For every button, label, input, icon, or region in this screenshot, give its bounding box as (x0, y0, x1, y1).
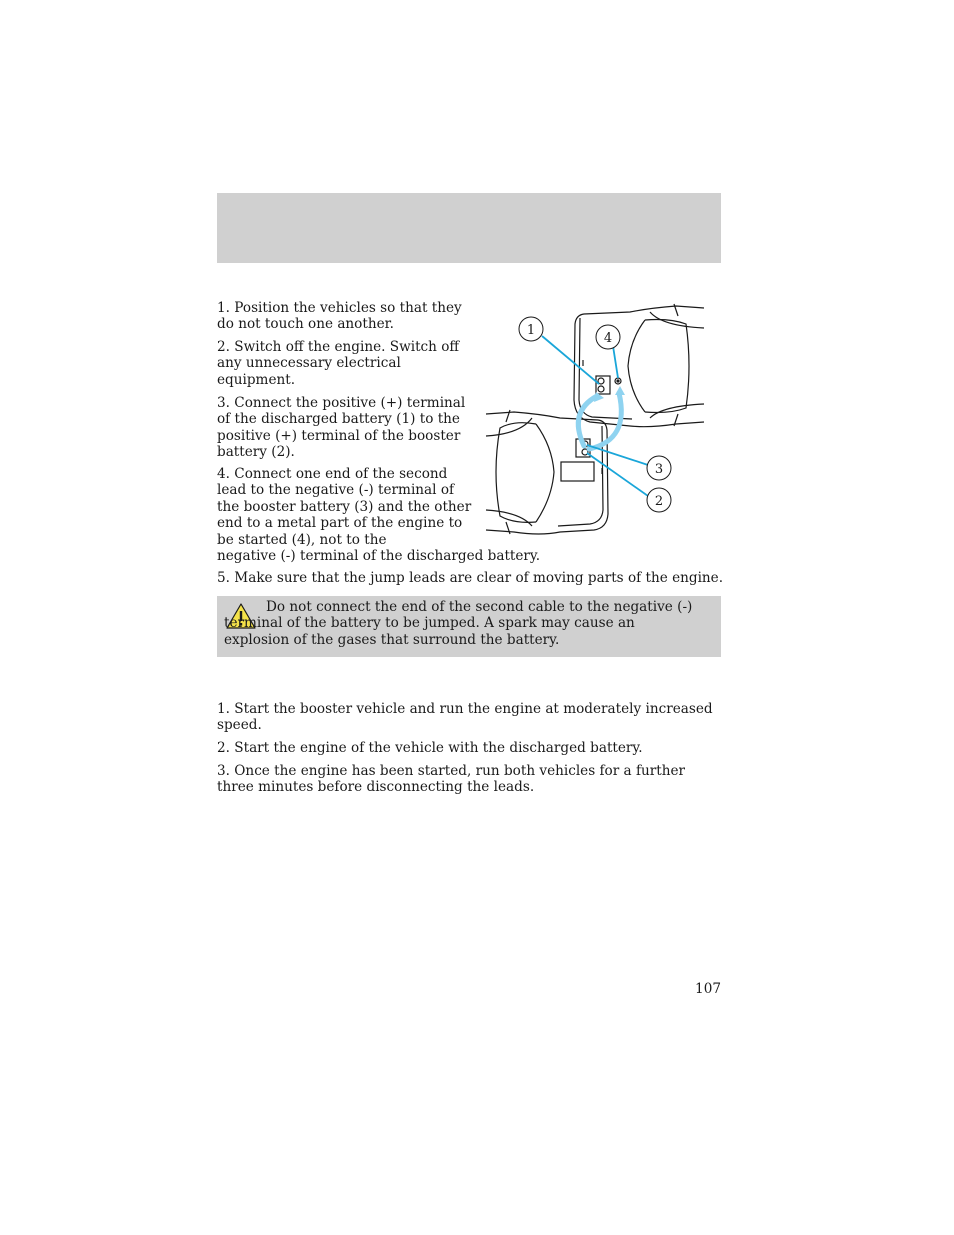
step-5-clear-moving-parts: 5. Make sure that the jump leads are clear of moving parts of the engine. (217, 570, 724, 586)
step-4-connect-negative: 4. Connect one end of the second lead to the negative (-) terminal of the booster battery (3) and the other end to a metal part of the engine to be started (4), not to the (217, 466, 472, 548)
start-step-3: 3. Once the engine has been started, run both vehicles for a further three minutes before disconnecting the leads. (217, 763, 686, 796)
section-header-band (217, 193, 721, 263)
callout-4 (596, 325, 620, 349)
callout-1 (519, 317, 543, 341)
svg-text:1: 1 (526, 323, 536, 338)
warning-box (217, 596, 721, 657)
step-2-switch-off-engine: 2. Switch off the engine. Switch off any unnecessary electrical equipment. (217, 339, 460, 388)
step-3-connect-positive: 3. Connect the positive (+) terminal of the discharged battery (1) to the positive (+) terminal of the booster battery (2). (217, 395, 466, 461)
callout-leader-lines (542, 336, 648, 496)
discharged-vehicle-illustration (574, 304, 704, 427)
callout-2 (647, 488, 671, 512)
start-step-1: 1. Start the booster vehicle and run the engine at moderately increased speed. (217, 701, 713, 734)
warning-text: Do not connect the end of the second cable to the negative (-) terminal of the battery to be jumped. A spark may cause an explosion of the gases that surround the battery. (224, 599, 693, 648)
callout-3 (647, 456, 671, 480)
booster-vehicle-illustration (486, 410, 608, 534)
svg-text:4: 4 (603, 331, 613, 346)
start-step-2: 2. Start the engine of the vehicle with the discharged battery. (217, 740, 643, 756)
jump-start-diagram (480, 300, 710, 540)
svg-text:2: 2 (654, 494, 664, 509)
step-1-position-vehicles: 1. Position the vehicles so that they do not touch one another. (217, 300, 462, 333)
page-number: 107 (695, 981, 721, 997)
step-4-connect-negative-continued: negative (-) terminal of the discharged battery. (217, 548, 541, 564)
svg-text:3: 3 (654, 462, 664, 477)
